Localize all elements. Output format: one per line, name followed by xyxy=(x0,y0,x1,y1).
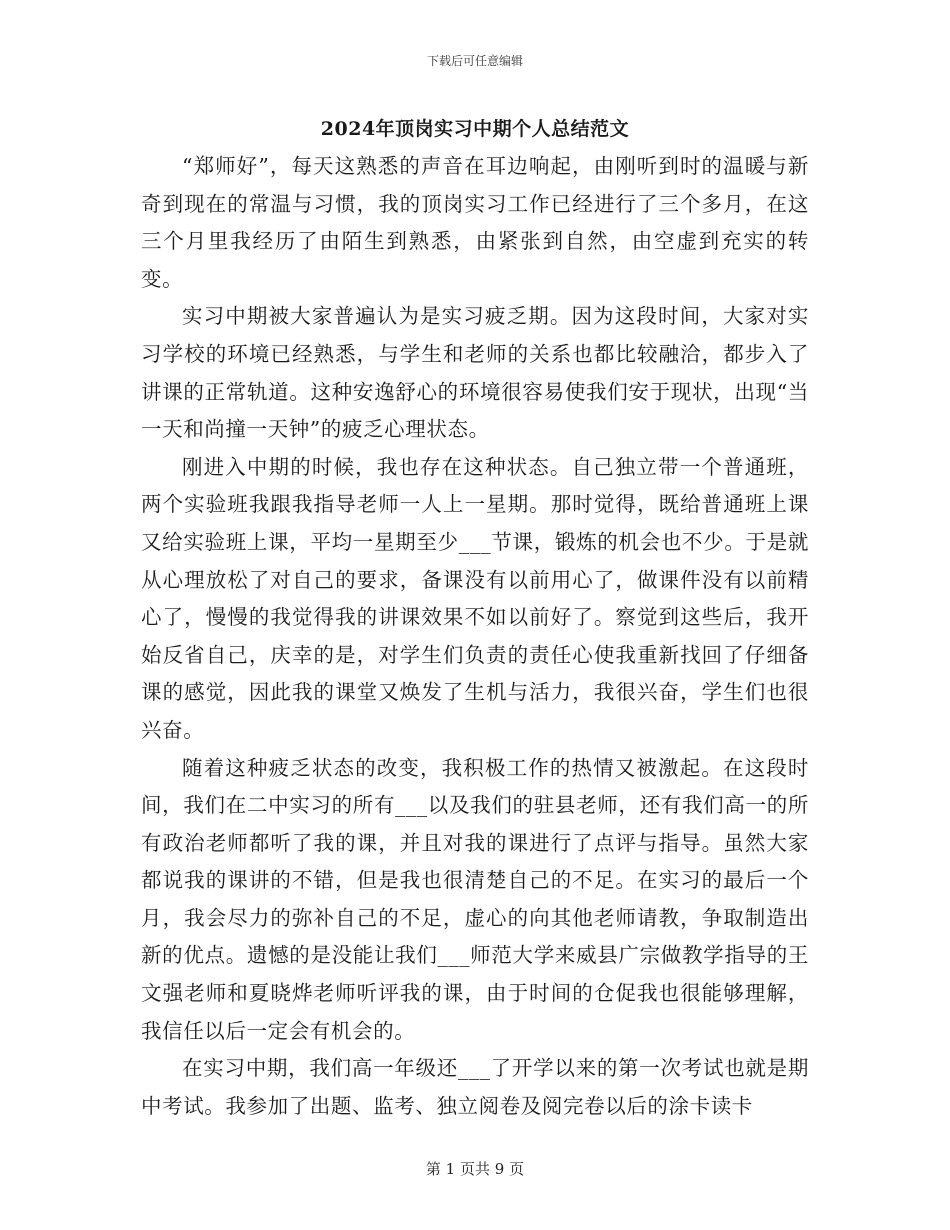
paragraph-5: 在实习中期，我们高一年级还___了开学以来的第一次考试也就是期中考试。我参加了出题、监考、独立阅卷及阅完卷以后的涂卡读卡 xyxy=(141,1056,809,1118)
paragraph-2: 实习中期被大家普遍认为是实习疲乏期。因为这段时间，大家对实习学校的环境已经熟悉，与学生和老师的关系也都比较融洽，都步入了讲课的正常轨道。这种安逸舒心的环境很容易使我们安于现状，出现“当一天和尚撞一天钟”的疲乏心理状态。 xyxy=(141,304,809,442)
paragraph-3: 刚进入中期的时候，我也存在这种状态。自己独立带一个普通班，两个实验班我跟我指导老师一人上一星期。那时觉得，既给普通班上课又给实验班上课，平均一星期至少___节课，锻炼的机会也不少。于是就从心理放松了对自己的要求，备课没有以前用心了，做课件没有以前精心了，慢慢的我觉得我的讲课效果不如以前好了。察觉到这些后，我开始反省自己，庆幸的是，对学生们负责的责任心使我重新找回了仔细备课的感觉，因此我的课堂又焕发了生机与活力，我很兴奋，学生们也很兴奋。 xyxy=(141,454,809,742)
paragraph-4: 随着这种疲乏状态的改变，我积极工作的热情又被激起。在这段时间，我们在二中实习的所有___以及我们的驻县老师，还有我们高一的所有政治老师都听了我的课，并且对我的课进行了点评与指导。虽然大家都说我的课讲的不错，但是我也很清楚自己的不足。在实习的最后一个月，我会尽力的弥补自己的不足，虚心的向其他老师请教，争取制造出新的优点。遗憾的是没能让我们___师范大学来威县广宗做教学指导的王文强老师和夏晓烨老师听评我的课，由于时间的仓促我也很能够理解，我信任以后一定会有机会的。 xyxy=(141,755,809,1043)
page-number-footer: 第 1 页共 9 页 xyxy=(425,1160,525,1178)
document-title: 2024年顶岗实习中期个人总结范文 xyxy=(320,118,630,140)
paragraph-1: “郑师好”，每天这熟悉的声音在耳边响起，由刚听到时的温暖与新奇到现在的常温与习惯，我的顶岗实习工作已经进行了三个多月，在这三个月里我经历了由陌生到熟悉，由紧张到自然，由空虚到充实的转变。 xyxy=(141,154,809,291)
page-header-note: 下载后可任意编辑 xyxy=(426,54,523,68)
document-body xyxy=(141,148,809,1125)
